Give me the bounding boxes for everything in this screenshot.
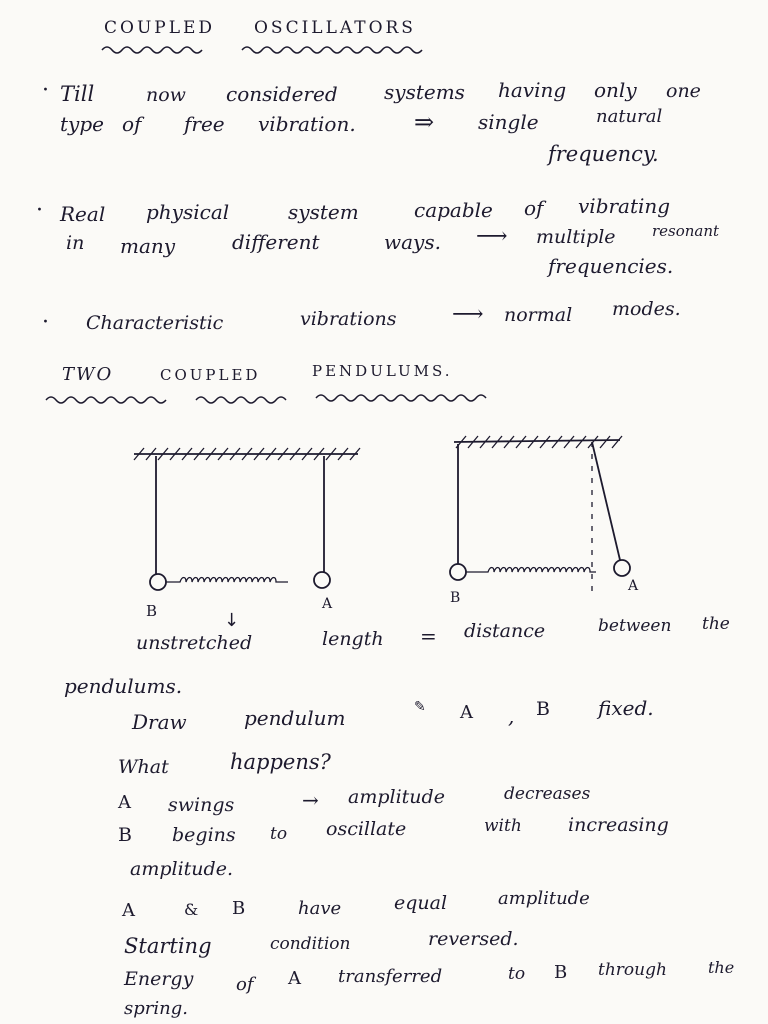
b1-considered: considered — [226, 82, 338, 106]
b1-vibration: vibration. — [258, 112, 356, 136]
b3-vibrations: vibrations — [300, 308, 397, 330]
note-draw: Draw — [132, 710, 187, 734]
note-pendulums: pendulums. — [64, 674, 183, 698]
note-l4-amplitude: amplitude — [498, 888, 590, 909]
note-comma: , — [508, 704, 515, 728]
b2-in: in — [66, 232, 85, 254]
right-bob-b — [450, 564, 466, 580]
left-label-b: B — [146, 602, 158, 620]
right-spring — [466, 568, 596, 573]
bullet-dot: · — [42, 78, 49, 103]
note-l6-to: to — [508, 964, 526, 984]
note-l4-a: A — [122, 900, 135, 921]
note-l2-increasing: increasing — [568, 814, 669, 836]
note-l6-of: of — [236, 974, 254, 995]
b1-till: Till — [60, 82, 95, 106]
note-l6-b: B — [554, 962, 568, 983]
b1-free: free — [184, 112, 225, 136]
b1-frequency: frequency. — [548, 142, 659, 166]
note-l2-with: with — [484, 816, 522, 836]
b1-one: one — [666, 80, 701, 102]
note-l4-amp: & — [184, 900, 199, 919]
note-a: A — [460, 702, 473, 723]
note-l2-b: B — [118, 824, 132, 846]
right-bob-a — [614, 560, 630, 576]
note-l1-swings: swings — [168, 794, 235, 816]
note-l4-b: B — [232, 898, 246, 919]
b3-normal: normal — [504, 304, 573, 326]
b2-frequencies: frequencies. — [548, 254, 674, 278]
b2-different: different — [232, 230, 320, 254]
note-fixed: fixed. — [598, 696, 654, 720]
note-l7-spring: spring. — [124, 998, 188, 1019]
left-pendulum-figure — [134, 448, 360, 590]
note-happens: happens? — [230, 750, 331, 774]
heading-underline — [0, 40, 768, 70]
note-l6-the: the — [708, 958, 735, 977]
note-l5-reversed: reversed. — [428, 928, 519, 950]
b2-many: many — [120, 234, 176, 258]
heading-word-coupled: COUPLED — [104, 18, 216, 38]
note-l4-have: have — [298, 898, 342, 919]
b1-type: type — [60, 112, 104, 136]
left-spring — [166, 578, 288, 583]
b2-ways: ways. — [384, 230, 441, 254]
b1-having: having — [498, 78, 567, 102]
b1-systems: systems — [384, 80, 465, 104]
note-l2-to: to — [270, 824, 288, 844]
b2-system: system — [288, 200, 359, 224]
note-the: the — [702, 614, 730, 634]
note-between: between — [598, 616, 672, 636]
b1-single: single — [478, 110, 539, 134]
note-b: B — [536, 698, 550, 720]
b3-arrow: ⟶ — [452, 302, 484, 327]
note-l1-arrow: → — [302, 788, 319, 812]
note-unstretched: unstretched — [136, 632, 253, 654]
b1-natural: natural — [596, 106, 663, 127]
right-label-b: B — [450, 590, 461, 606]
note-l6-through: through — [598, 960, 667, 980]
note-l1-decreases: decreases — [504, 784, 591, 804]
left-bob-a — [314, 572, 330, 588]
b2-capable: capable — [414, 198, 493, 222]
left-bob-b — [150, 574, 166, 590]
b3-characteristic: Characteristic — [86, 312, 224, 334]
note-l2-begins: begins — [172, 824, 236, 846]
note-l2-oscillate: oscillate — [326, 818, 407, 840]
note-equals: = — [420, 624, 437, 648]
strike-mark: ✎ — [414, 699, 426, 715]
note-l5-condition: condition — [270, 934, 351, 954]
note-l1-amplitude: amplitude — [348, 786, 445, 808]
left-label-a: A — [322, 596, 333, 612]
subheading-pendulums: PENDULUMS. — [312, 362, 453, 380]
right-pendulum-figure — [450, 436, 630, 592]
bullet-dot: · — [42, 310, 49, 335]
note-l1-a: A — [118, 792, 131, 813]
note-what: What — [118, 756, 169, 778]
b2-resonant: resonant — [652, 222, 720, 240]
subheading-underline — [0, 388, 768, 418]
b1-of: of — [122, 112, 142, 136]
subheading-coupled: COUPLED — [160, 366, 261, 384]
b2-of: of — [524, 196, 544, 220]
b2-arrow: ⟶ — [476, 224, 508, 249]
right-string-a — [592, 442, 620, 560]
b1-only: only — [594, 78, 637, 102]
b1-now: now — [146, 84, 186, 106]
note-pendulum: pendulum — [244, 706, 346, 730]
note-l3-amplitude: amplitude. — [130, 858, 233, 880]
note-l6-a: A — [288, 968, 301, 989]
b1-arrow: ⇒ — [414, 108, 435, 136]
note-distance: distance — [464, 620, 546, 642]
right-label-a: A — [628, 578, 639, 594]
note-l5-starting: Starting — [124, 934, 212, 958]
note-l6-energy: Energy — [124, 968, 194, 990]
b2-real: Real — [60, 202, 106, 226]
note-length: length — [322, 628, 384, 650]
b2-multiple: multiple — [536, 226, 616, 248]
heading-word-oscillators: OSCILLATORS — [254, 18, 416, 38]
subheading-two: TWO — [62, 364, 114, 385]
bullet-dot: · — [36, 198, 43, 223]
b2-vibrating: vibrating — [578, 194, 671, 218]
note-l6-transferred: transferred — [338, 966, 443, 987]
b3-modes: modes. — [612, 298, 681, 320]
b2-physical: physical — [146, 200, 230, 224]
note-l4-equal: equal — [394, 892, 448, 914]
down-arrow-icon: ↓ — [224, 610, 240, 631]
